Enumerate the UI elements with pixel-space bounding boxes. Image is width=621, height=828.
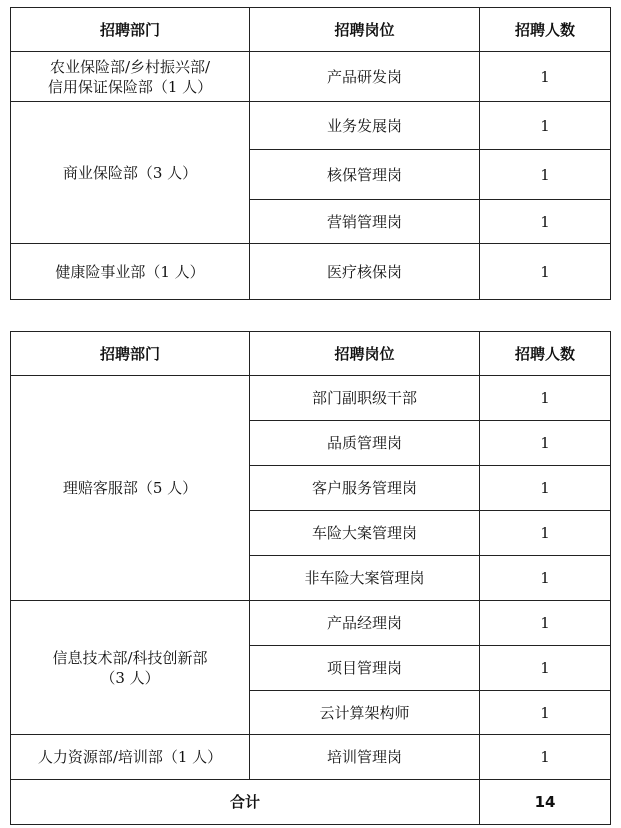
- position-cell: 非车险大案管理岗: [250, 556, 480, 601]
- department-name-line: （3 人）: [100, 668, 160, 687]
- table-header-row: [11, 8, 611, 52]
- position-cell: 客户服务管理岗: [250, 466, 480, 511]
- count-cell: 1: [480, 421, 611, 466]
- department-name-line: 商业保险部（3 人）: [62, 163, 198, 182]
- count-cell: 1: [480, 691, 611, 735]
- table-row: [11, 601, 611, 646]
- header-count: 招聘人数: [480, 332, 611, 376]
- department-cell: [11, 735, 250, 780]
- total-value: 14: [480, 780, 611, 825]
- position-cell: 部门副职级干部: [250, 376, 480, 421]
- department-name-line: 健康险事业部（1 人）: [55, 262, 205, 281]
- header-position: 招聘岗位: [250, 8, 480, 52]
- table-row: [11, 376, 611, 421]
- count-cell: 1: [480, 150, 611, 200]
- count-cell: 1: [480, 601, 611, 646]
- count-cell: 1: [480, 102, 611, 150]
- table-row: [11, 735, 611, 780]
- recruitment-table-2: [10, 331, 611, 825]
- count-cell: 1: [480, 646, 611, 691]
- count-cell: 1: [480, 556, 611, 601]
- table-row: [11, 244, 611, 300]
- position-cell: 车险大案管理岗: [250, 511, 480, 556]
- position-cell: 医疗核保岗: [250, 244, 480, 300]
- table-row: [11, 52, 611, 102]
- department-cell: [11, 376, 250, 601]
- department-cell: [11, 102, 250, 244]
- position-cell: 业务发展岗: [250, 102, 480, 150]
- count-cell: 1: [480, 244, 611, 300]
- position-cell: 产品研发岗: [250, 52, 480, 102]
- count-cell: 1: [480, 735, 611, 780]
- count-cell: 1: [480, 52, 611, 102]
- position-cell: 营销管理岗: [250, 200, 480, 244]
- department-name-line: 理赔客服部（5 人）: [62, 479, 198, 497]
- recruitment-table-1: [10, 7, 611, 300]
- header-department: 招聘部门: [11, 8, 250, 52]
- department-cell: [11, 601, 250, 735]
- header-department: 招聘部门: [11, 332, 250, 376]
- position-cell: 品质管理岗: [250, 421, 480, 466]
- count-cell: 1: [480, 466, 611, 511]
- count-cell: 1: [480, 511, 611, 556]
- department-cell: [11, 52, 250, 102]
- position-cell: 产品经理岗: [250, 601, 480, 646]
- department-name-line: 信息技术部/科技创新部: [52, 648, 208, 667]
- position-cell: 培训管理岗: [250, 735, 480, 780]
- header-position: 招聘岗位: [250, 332, 480, 376]
- total-label: 合计: [11, 780, 480, 825]
- department-name-line: 人力资源部/培训部（1 人）: [37, 748, 223, 766]
- position-cell: 项目管理岗: [250, 646, 480, 691]
- position-cell: 核保管理岗: [250, 150, 480, 200]
- count-cell: 1: [480, 376, 611, 421]
- total-row: [11, 780, 611, 825]
- position-cell: 云计算架构师: [250, 691, 480, 735]
- count-cell: 1: [480, 200, 611, 244]
- department-name-line: 农业保险部/乡村振兴部/: [49, 57, 211, 76]
- department-name-line: 信用保证保险部（1 人）: [47, 77, 213, 96]
- header-count: 招聘人数: [480, 8, 611, 52]
- department-cell: [11, 244, 250, 300]
- table-row: [11, 102, 611, 150]
- table-header-row: [11, 332, 611, 376]
